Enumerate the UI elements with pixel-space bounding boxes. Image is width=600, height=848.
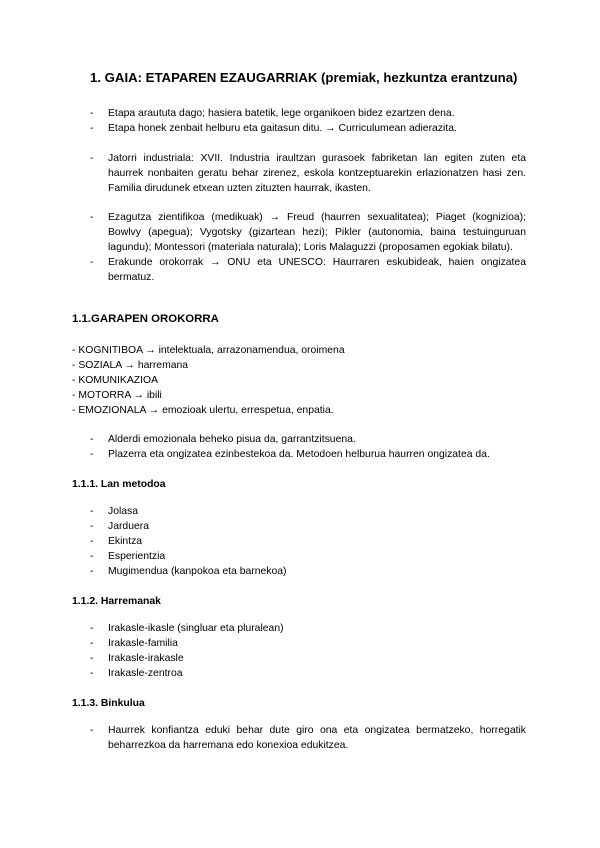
area-line: - MOTORRA → ibili	[72, 390, 162, 401]
development-areas	[72, 343, 532, 418]
intro-list-1	[90, 106, 526, 136]
list-item: - Erakunde orokorrak → ONU eta UNESCO: Haurraren eskubideak, haien ongizatea bermatuz.	[90, 255, 526, 285]
intro-list-2	[90, 151, 526, 196]
list-item: - Esperientzia	[90, 549, 526, 564]
list-item: - Irakasle-zentroa	[90, 666, 526, 681]
list-item: - Jarduera	[90, 519, 526, 534]
list-item: - Haurrek konfiantza eduki behar dute giro ona eta ongizatea bermatzeko, horregatik beharrezkoa da harremana edo konexioa edukitzea.	[90, 723, 526, 753]
method-list	[90, 504, 526, 579]
area-line: - EMOZIONALA → emozioak ulertu, errespetua, enpatia.	[72, 405, 334, 416]
area-line: - KOMUNIKAZIOA	[72, 375, 159, 386]
section-heading-1-1-2: 1.1.2. Harremanak	[72, 596, 161, 607]
section-heading-1-1: 1.1.GARAPEN OROKORRA	[72, 313, 219, 325]
intro-list-3	[90, 210, 526, 285]
area-line: - KOGNITIBOA → intelektuala, arrazonamendua, oroimena	[72, 345, 345, 356]
relations-list	[90, 621, 526, 681]
list-item: - Irakasle-ikasle (singluar eta pluralean)	[90, 621, 526, 636]
section-heading-1-1-1: 1.1.1. Lan metodoa	[72, 479, 166, 490]
list-item: - Irakasle-irakasle	[90, 651, 526, 666]
list-item: - Irakasle-familia	[90, 636, 526, 651]
list-item: - Plazerra eta ongizatea ezinbestekoa da. Metodoen helburua haurren ongizatea da.	[90, 447, 526, 462]
list-item: - Etapa araututa dago; hasiera batetik, lege organikoen bidez ezartzen dena.	[90, 106, 526, 121]
area-line: - SOZIALA → harremana	[72, 360, 189, 371]
page-title: 1. GAIA: ETAPAREN EZAUGARRIAK (premiak, hezkuntza erantzuna)	[90, 70, 518, 85]
list-item: - Jatorri industriala: XVII. Industria iraultzan gurasoek fabriketan lan egiten zuten eta haurrek nonbaiten geratu behar zirenez, eskola kontzeptuarekin erlazionatzen hasi zen. Familia dirudunek etxean uzten zituzten haurrak, ikasten.	[90, 151, 526, 196]
list-item: - Ezagutza zientifikoa (medikuak) → Freud (haurren sexualitatea); Piaget (kognizioa); Bowlvy (apegua); Vygotsky (gizartean hezi); Pikler (autonomia, baina testuinguruan lagundu); Montessori (materiala naturala); Loris Malaguzzi (proposamen egokiak bilatu).	[90, 210, 526, 255]
bond-list	[90, 723, 526, 753]
list-item: - Mugimendua (kanpokoa eta barnekoa)	[90, 564, 526, 579]
list-item: - Ekintza	[90, 534, 526, 549]
section-heading-1-1-3: 1.1.3. Binkulua	[72, 698, 145, 709]
development-notes	[90, 432, 526, 462]
list-item: - Etapa honek zenbait helburu eta gaitasun ditu. → Curriculumean adierazita.	[90, 121, 526, 136]
list-item: - Jolasa	[90, 504, 526, 519]
list-item: - Alderdi emozionala beheko pisua da, garrantzitsuena.	[90, 432, 526, 447]
